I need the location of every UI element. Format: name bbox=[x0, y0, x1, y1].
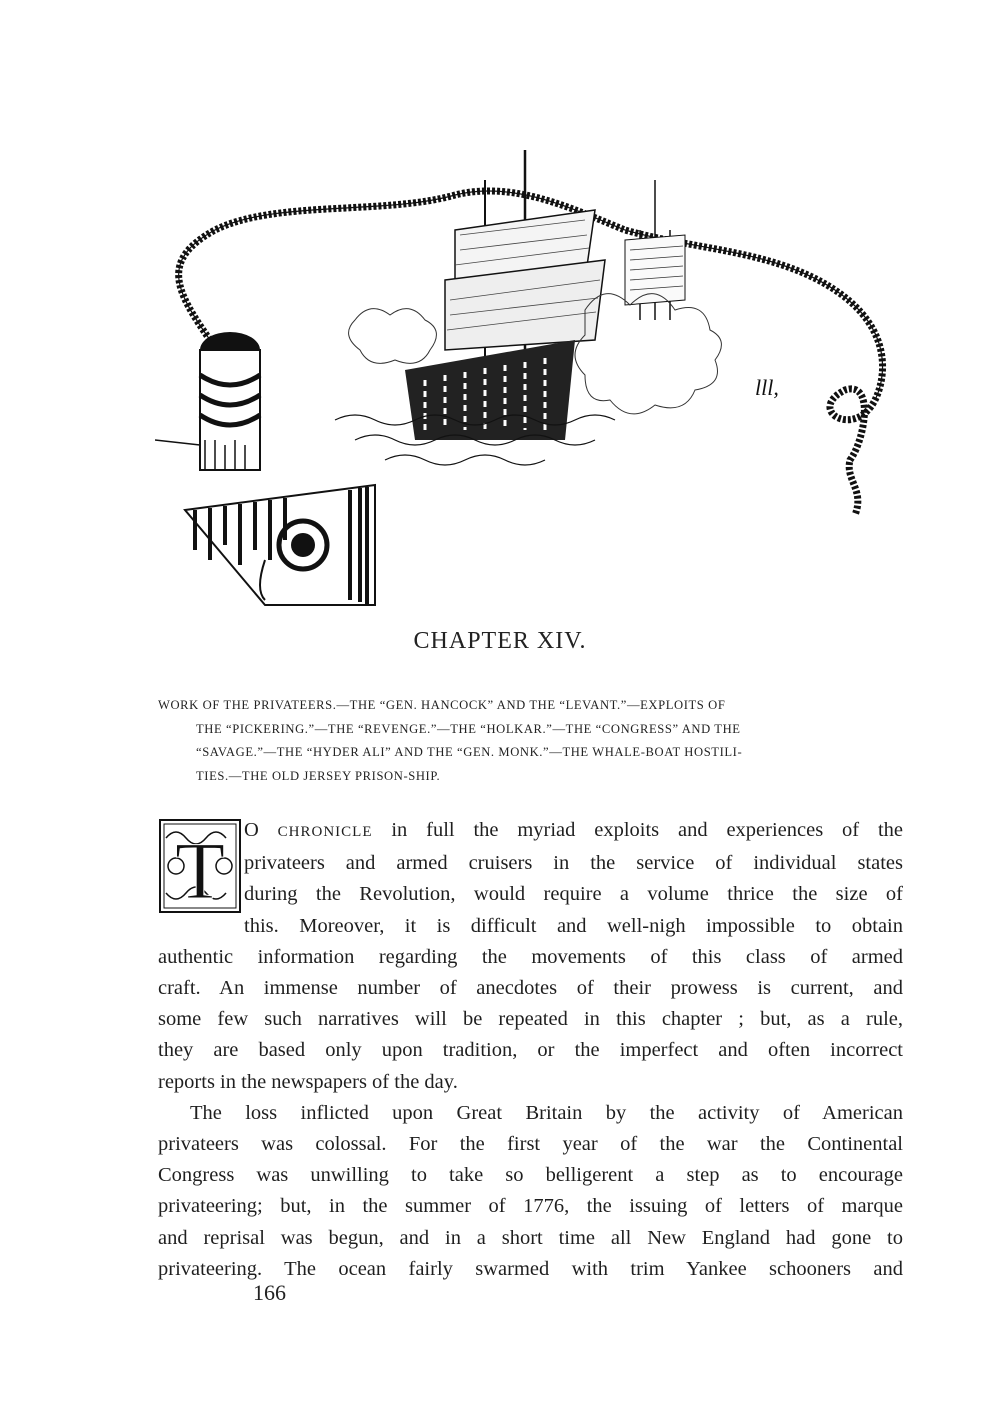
engraving-marks: lll, bbox=[755, 375, 779, 400]
synopsis-line: “SAVAGE.”—THE “HYDER ALI” AND THE “GEN. MONK.”—THE WHALE-BOAT HOSTILI- bbox=[196, 745, 743, 759]
drop-cap-letter: T bbox=[174, 825, 226, 914]
paragraph-line: privateering. The ocean fairly swarmed with trim Yankee schooners and bbox=[158, 1257, 903, 1280]
chapter-synopsis bbox=[158, 694, 903, 788]
paragraph-line: privateering; but, in the summer of 1776, the issuing of letters of marque bbox=[158, 1195, 903, 1218]
sailing-warship bbox=[405, 150, 605, 440]
paragraph-line: they are based only upon tradition, or the imperfect and often incorrect bbox=[158, 1039, 903, 1062]
paragraph-line: and reprisal was begun, and in a short time all New England had gone to bbox=[158, 1226, 903, 1249]
page-number: 166 bbox=[253, 1280, 286, 1305]
distant-ship bbox=[625, 180, 685, 320]
paragraph-line: during the Revolution, would require a volume thrice the size of bbox=[244, 883, 903, 906]
body-text bbox=[158, 815, 903, 1285]
paragraph-line: craft. An immense number of anecdotes of their prowess is current, and bbox=[158, 977, 903, 1000]
paragraph-line: reports in the newspapers of the day. bbox=[158, 1070, 458, 1093]
paragraph-line: privateers and armed cruisers in the service of individual states bbox=[244, 852, 903, 875]
chapter-title: CHAPTER XIV. bbox=[413, 628, 587, 654]
ship-deck bbox=[185, 485, 375, 605]
bollard bbox=[155, 332, 260, 470]
paragraph-line: privateers was colossal. For the first year of the war the Continental bbox=[158, 1133, 903, 1156]
synopsis-line: WORK OF THE PRIVATEERS.—THE “GEN. HANCOCK” AND THE “LEVANT.”—EXPLOITS OF bbox=[158, 698, 726, 712]
naval-battle-engraving bbox=[155, 140, 900, 610]
paragraph-line: The loss inflicted upon Great Britain by the activity of American bbox=[190, 1101, 903, 1124]
synopsis-line: TIES.—THE OLD JERSEY PRISON-SHIP. bbox=[196, 768, 441, 783]
paragraph-first-line: O CHRONICLE in full the myriad exploits and experiences of the bbox=[244, 819, 903, 841]
paragraph-line: authentic information regarding the movements of this class of armed bbox=[158, 945, 903, 968]
paragraph-line: some few such narratives will be repeated in this chapter ; but, as a rule, bbox=[158, 1008, 903, 1031]
paragraph-line: Congress was unwilling to take so belligerent a step as to encourage bbox=[158, 1164, 903, 1187]
paragraph-line: this. Moreover, it is difficult and well-nigh impossible to obtain bbox=[244, 914, 903, 937]
synopsis-line: THE “PICKERING.”—THE “REVENGE.”—THE “HOLKAR.”—THE “CONGRESS” AND THE bbox=[196, 721, 741, 736]
